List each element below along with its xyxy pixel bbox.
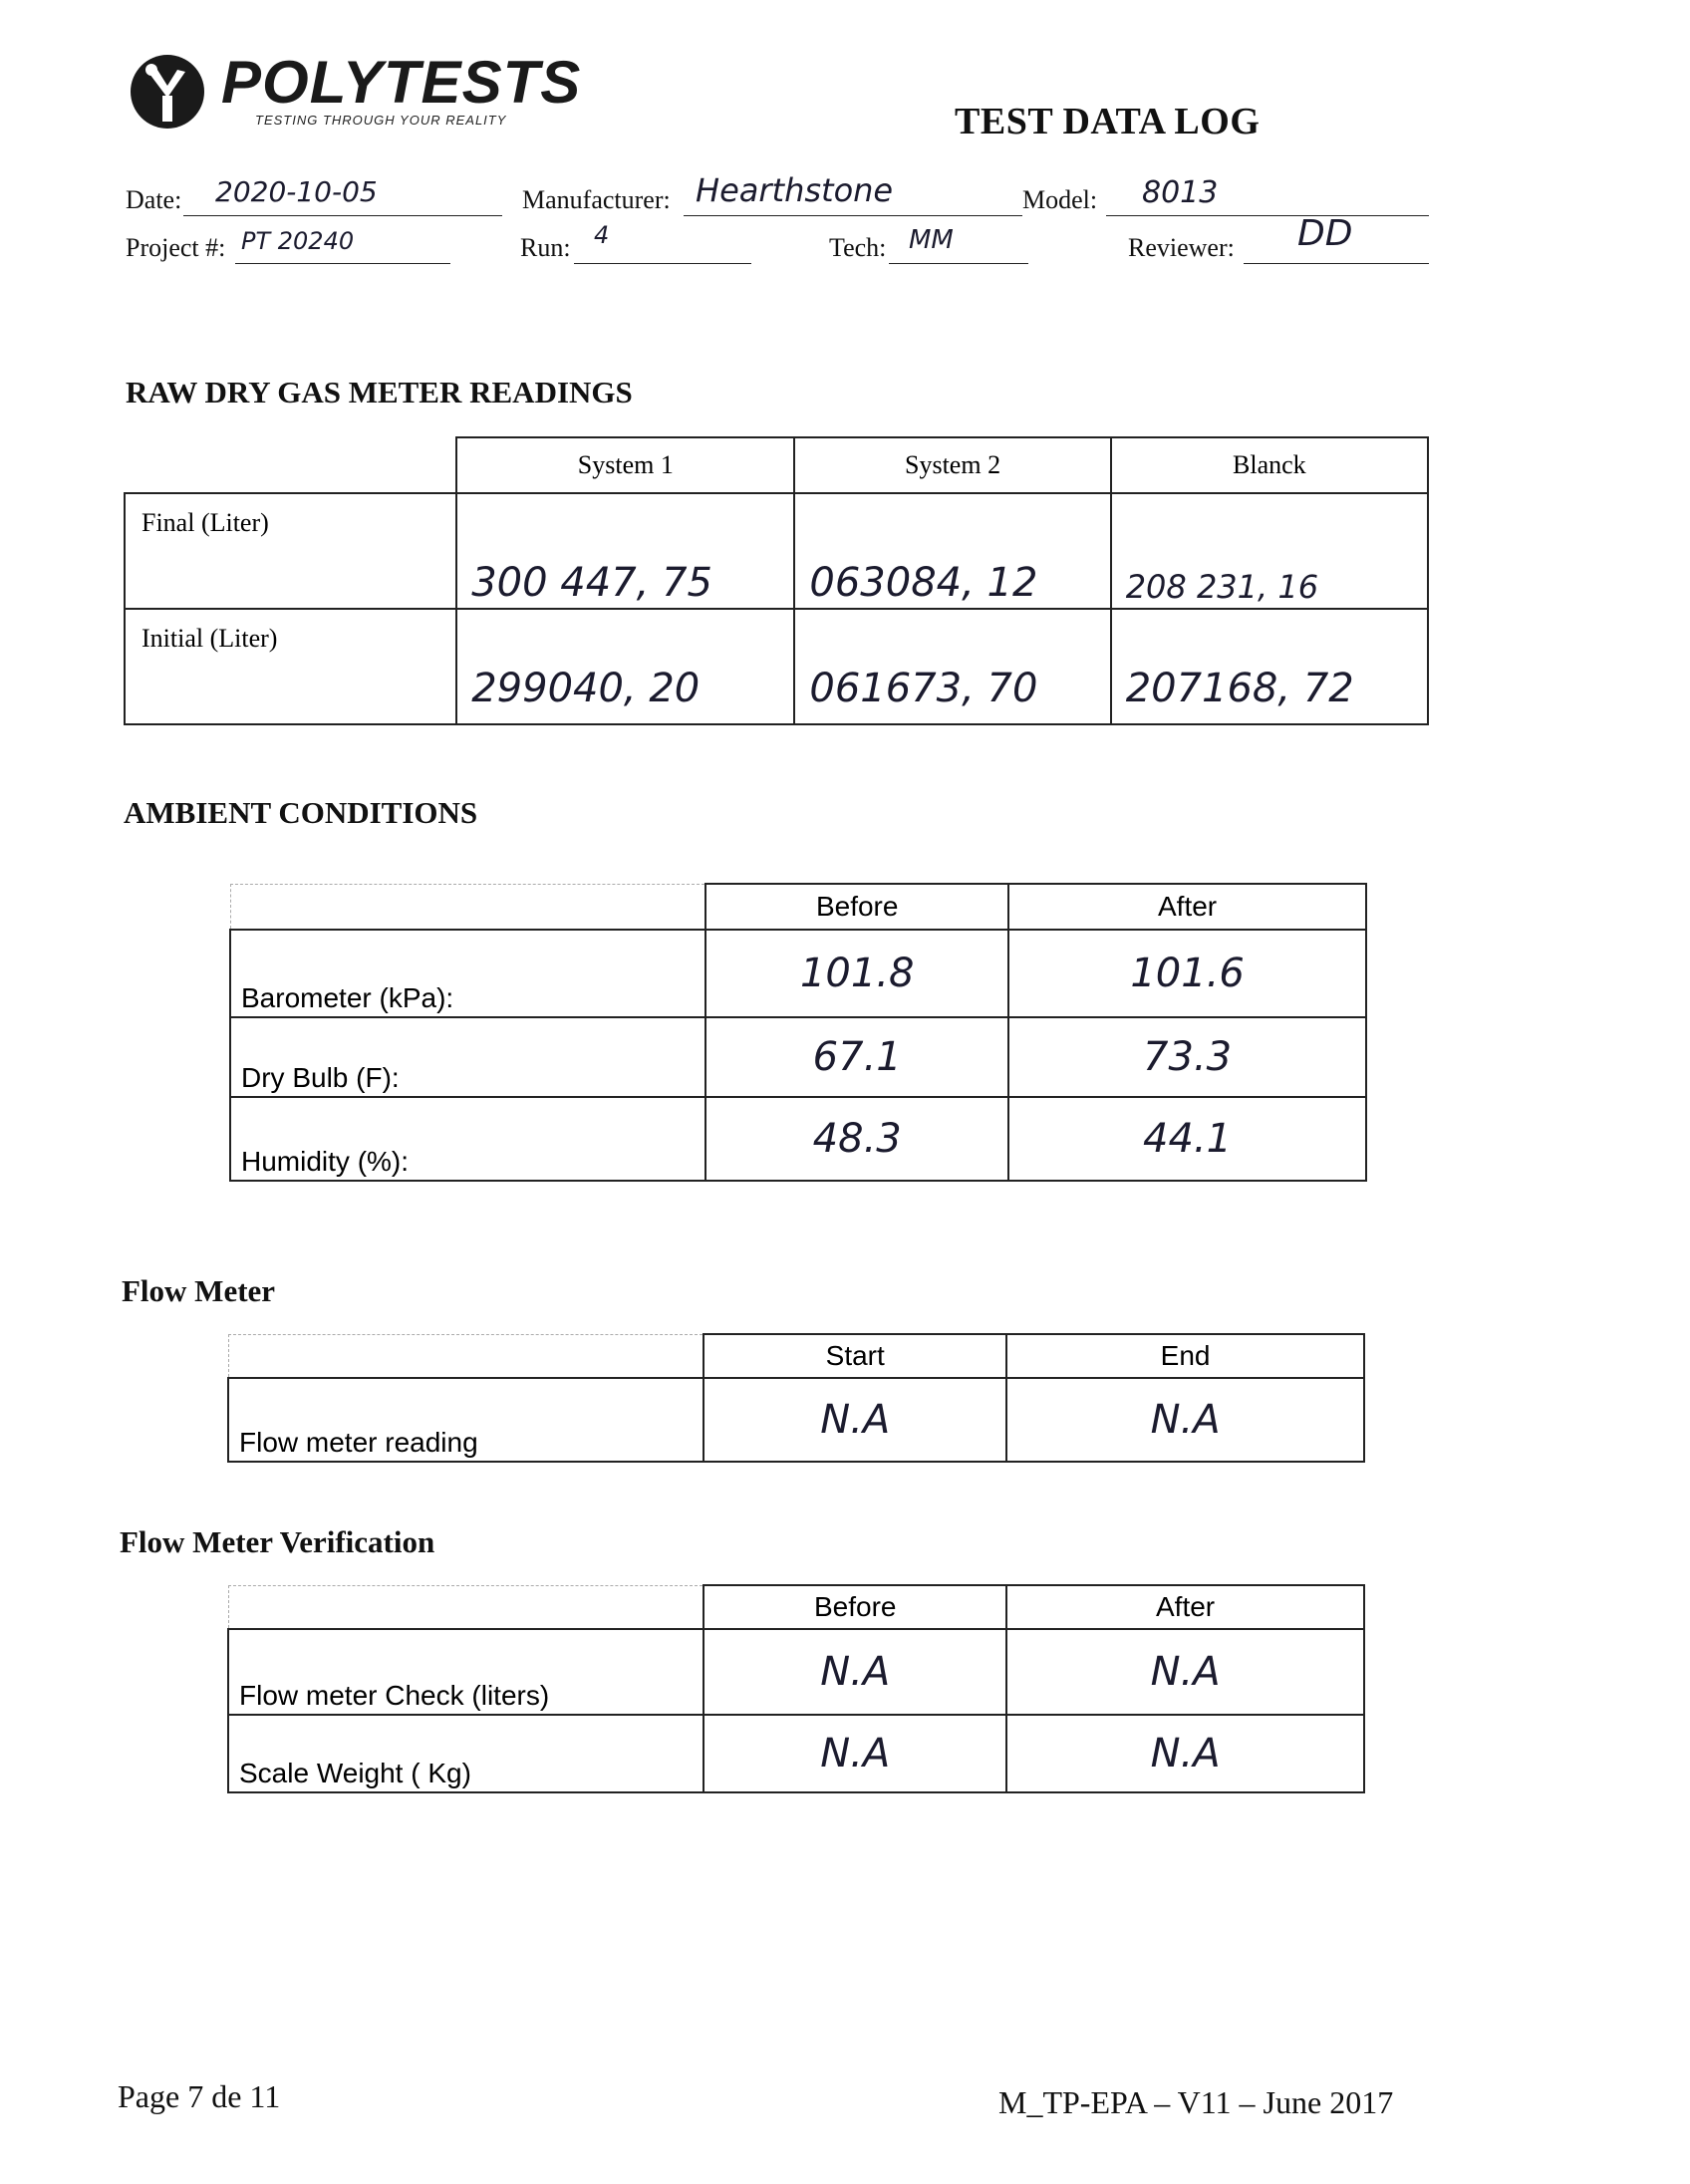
scale-weight-after: N.A: [1006, 1715, 1364, 1792]
humidity-before: 48.3: [705, 1097, 1008, 1181]
gas-initial-blank: 207168, 72: [1125, 666, 1354, 711]
dry-bulb-after: 73.3: [1008, 1017, 1366, 1097]
table-row: [230, 1097, 1366, 1181]
table-row: [228, 1629, 1364, 1715]
run-field: [520, 221, 751, 273]
dry-bulb-before: 67.1: [705, 1017, 1008, 1097]
ambient-col-after: After: [1008, 884, 1366, 930]
flow-meter-corner: [228, 1334, 704, 1378]
scale-weight-before: N.A: [704, 1715, 1006, 1792]
model-label: Model:: [1022, 185, 1098, 214]
table-row: [228, 1715, 1364, 1792]
tech-field: [829, 225, 1028, 273]
flow-verification-table: [227, 1584, 1365, 1793]
gas-final-system-2: 063084, 12: [809, 560, 1038, 606]
gas-cell: [1111, 493, 1428, 609]
project-label: Project #:: [126, 233, 226, 262]
date-field: [126, 175, 504, 225]
flow-verification-heading: Flow Meter Verification: [120, 1524, 435, 1559]
flow-check-before: N.A: [704, 1629, 1006, 1715]
flow-verification-corner: [228, 1585, 704, 1629]
gas-final-system-1: 300 447, 75: [471, 560, 712, 606]
barometer-after: 101.6: [1008, 930, 1366, 1017]
document-reference: M_TP-EPA – V11 – June 2017: [998, 2084, 1394, 2120]
gas-row-label-final: Final (Liter): [125, 493, 456, 609]
gas-meter-heading: RAW DRY GAS METER READINGS: [126, 375, 633, 410]
project-field: [126, 227, 450, 273]
flow-verification-row-label: Flow meter Check (liters): [228, 1629, 704, 1715]
tech-value: MM: [909, 225, 954, 255]
humidity-after: 44.1: [1008, 1097, 1366, 1181]
flow-meter-col-end: End: [1006, 1334, 1364, 1378]
manufacturer-label: Manufacturer:: [522, 185, 671, 214]
flow-verification-col-after: After: [1006, 1585, 1364, 1629]
table-row: [230, 930, 1366, 1017]
gas-final-blank: 208 231, 16: [1125, 568, 1319, 606]
gas-cell: [794, 493, 1110, 609]
flow-meter-col-start: Start: [704, 1334, 1006, 1378]
flow-verification-col-before: Before: [704, 1585, 1006, 1629]
barometer-before: 101.8: [705, 930, 1008, 1017]
gas-cell: [456, 493, 794, 609]
flow-meter-heading: Flow Meter: [122, 1273, 276, 1308]
document-title: TEST DATA LOG: [955, 101, 1261, 142]
gas-meter-table: [124, 436, 1429, 725]
gas-meter-corner: [125, 437, 456, 493]
manufacturer-value: Hearthstone: [696, 171, 894, 209]
gas-col-system-1: System 1: [456, 437, 794, 493]
ambient-corner: [230, 884, 705, 930]
flow-meter-table: [227, 1333, 1365, 1463]
project-value: PT 20240: [241, 227, 355, 255]
reviewer-label: Reviewer:: [1128, 233, 1235, 262]
ambient-col-before: Before: [705, 884, 1008, 930]
table-row: [125, 609, 1428, 724]
gas-cell: [456, 609, 794, 724]
gas-col-blank: Blanck: [1111, 437, 1428, 493]
run-label: Run:: [520, 233, 571, 262]
gas-row-label-initial: Initial (Liter): [125, 609, 456, 724]
polytests-logo: [128, 48, 582, 136]
table-row: [125, 493, 1428, 609]
gas-initial-system-2: 061673, 70: [809, 666, 1038, 711]
ambient-table: [229, 883, 1367, 1182]
model-value: 8013: [1142, 175, 1219, 210]
table-row: [230, 1017, 1366, 1097]
gas-cell: [794, 609, 1110, 724]
ambient-row-label: Dry Bulb (F):: [230, 1017, 705, 1097]
logo-wordmark: POLYTESTS: [221, 49, 582, 116]
ambient-heading: AMBIENT CONDITIONS: [124, 795, 478, 830]
run-value: 4: [594, 221, 610, 249]
manufacturer-field: [522, 171, 1022, 225]
reviewer-value: DD: [1297, 213, 1353, 254]
polytests-logo-icon: [128, 52, 207, 132]
gas-col-system-2: System 2: [794, 437, 1110, 493]
flow-verification-row-label: Scale Weight ( Kg): [228, 1715, 704, 1792]
logo-tagline: TESTING THROUGH YOUR REALITY: [255, 113, 507, 128]
table-row: [228, 1378, 1364, 1462]
reviewer-field: [1128, 213, 1429, 273]
flow-check-after: N.A: [1006, 1629, 1364, 1715]
flow-meter-row-label: Flow meter reading: [228, 1378, 704, 1462]
date-value: 2020-10-05: [215, 175, 378, 208]
ambient-row-label: Humidity (%):: [230, 1097, 705, 1181]
page-number: Page 7 de 11: [118, 2078, 281, 2114]
tech-label: Tech:: [829, 233, 887, 262]
gas-cell: [1111, 609, 1428, 724]
model-field: [1022, 175, 1429, 225]
date-label: Date:: [126, 185, 182, 214]
flow-meter-start: N.A: [704, 1378, 1006, 1462]
gas-initial-system-1: 299040, 20: [471, 666, 701, 711]
flow-meter-end: N.A: [1006, 1378, 1364, 1462]
ambient-row-label: Barometer (kPa):: [230, 930, 705, 1017]
